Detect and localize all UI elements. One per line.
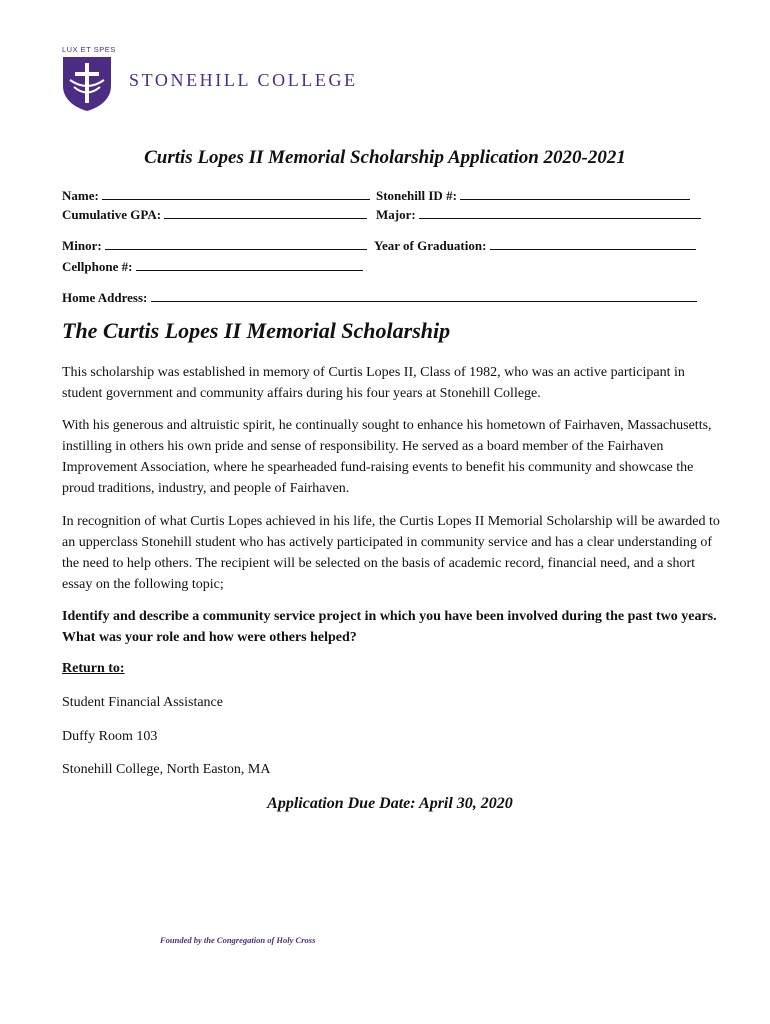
form-title: Curtis Lopes II Memorial Scholarship Application 2020-2021 [144,147,626,168]
gpa-label: Cumulative GPA: [62,207,162,222]
name-input-line[interactable] [102,187,370,200]
name-field[interactable] [62,187,370,204]
graduation-year-field[interactable] [374,237,696,254]
stonehill-id-field[interactable] [376,187,690,204]
biography-paragraph: With his generous and altruistic spirit, he continually sought to enhance his hometown of Fairhaven, Massachusetts, instilling in others his own pride and sense of responsibility. He served as a board member of the Fairhaven Improvement Association, where he spearheaded fund-raising events to benefit his community and showcase the proud traditions, industry, and people of Fairhaven. [62,418,712,496]
minor-input-line[interactable] [105,237,367,250]
return-to-label: Return to: [62,661,125,676]
return-room: Duffy Room 103 [62,729,158,744]
due-date: Application Due Date: April 30, 2020 [267,795,513,812]
college-motto: LUX ET SPES [62,45,116,54]
stonehill-id-label: Stonehill ID #: [376,188,457,203]
home-address-input-line[interactable] [151,289,697,302]
footer-tagline: Founded by the Congregation of Holy Cross [160,935,316,945]
graduation-year-label: Year of Graduation: [374,238,487,253]
intro-paragraph: This scholarship was established in memory of Curtis Lopes II, Class of 1982, who was an active participant in student government and community affairs during his four years at Stonehill College. [62,365,685,401]
name-label: Name: [62,188,99,203]
major-input-line[interactable] [419,206,701,219]
stonehill-id-input-line[interactable] [460,187,690,200]
minor-label: Minor: [62,238,102,253]
return-office: Student Financial Assistance [62,695,223,710]
minor-field[interactable] [62,237,367,254]
gpa-input-line[interactable] [164,206,367,219]
cellphone-label: Cellphone #: [62,259,133,274]
college-name: STONEHILL COLLEGE [129,70,358,90]
graduation-year-input-line[interactable] [490,237,696,250]
essay-prompt: Identify and describe a community service project in which you have been involved during the past two years. What was your role and how were others helped? [62,609,717,645]
home-address-field[interactable] [62,289,697,306]
major-field[interactable] [376,206,701,223]
gpa-field[interactable] [62,206,367,223]
section-heading: The Curtis Lopes II Memorial Scholarship [62,318,451,343]
cross-shield-icon [62,56,112,112]
return-location: Stonehill College, North Easton, MA [62,762,271,777]
cellphone-input-line[interactable] [136,258,363,271]
cellphone-field[interactable] [62,258,363,275]
award-criteria-paragraph: In recognition of what Curtis Lopes achieved in his life, the Curtis Lopes II Memorial Scholarship will be awarded to an upperclass Stonehill student who has actively participated in community service and has a clear understanding of the need to help others. The recipient will be selected on the basis of academic record, financial need, and a short essay on the following topic; [62,514,720,592]
home-address-label: Home Address: [62,290,148,305]
major-label: Major: [376,207,416,222]
